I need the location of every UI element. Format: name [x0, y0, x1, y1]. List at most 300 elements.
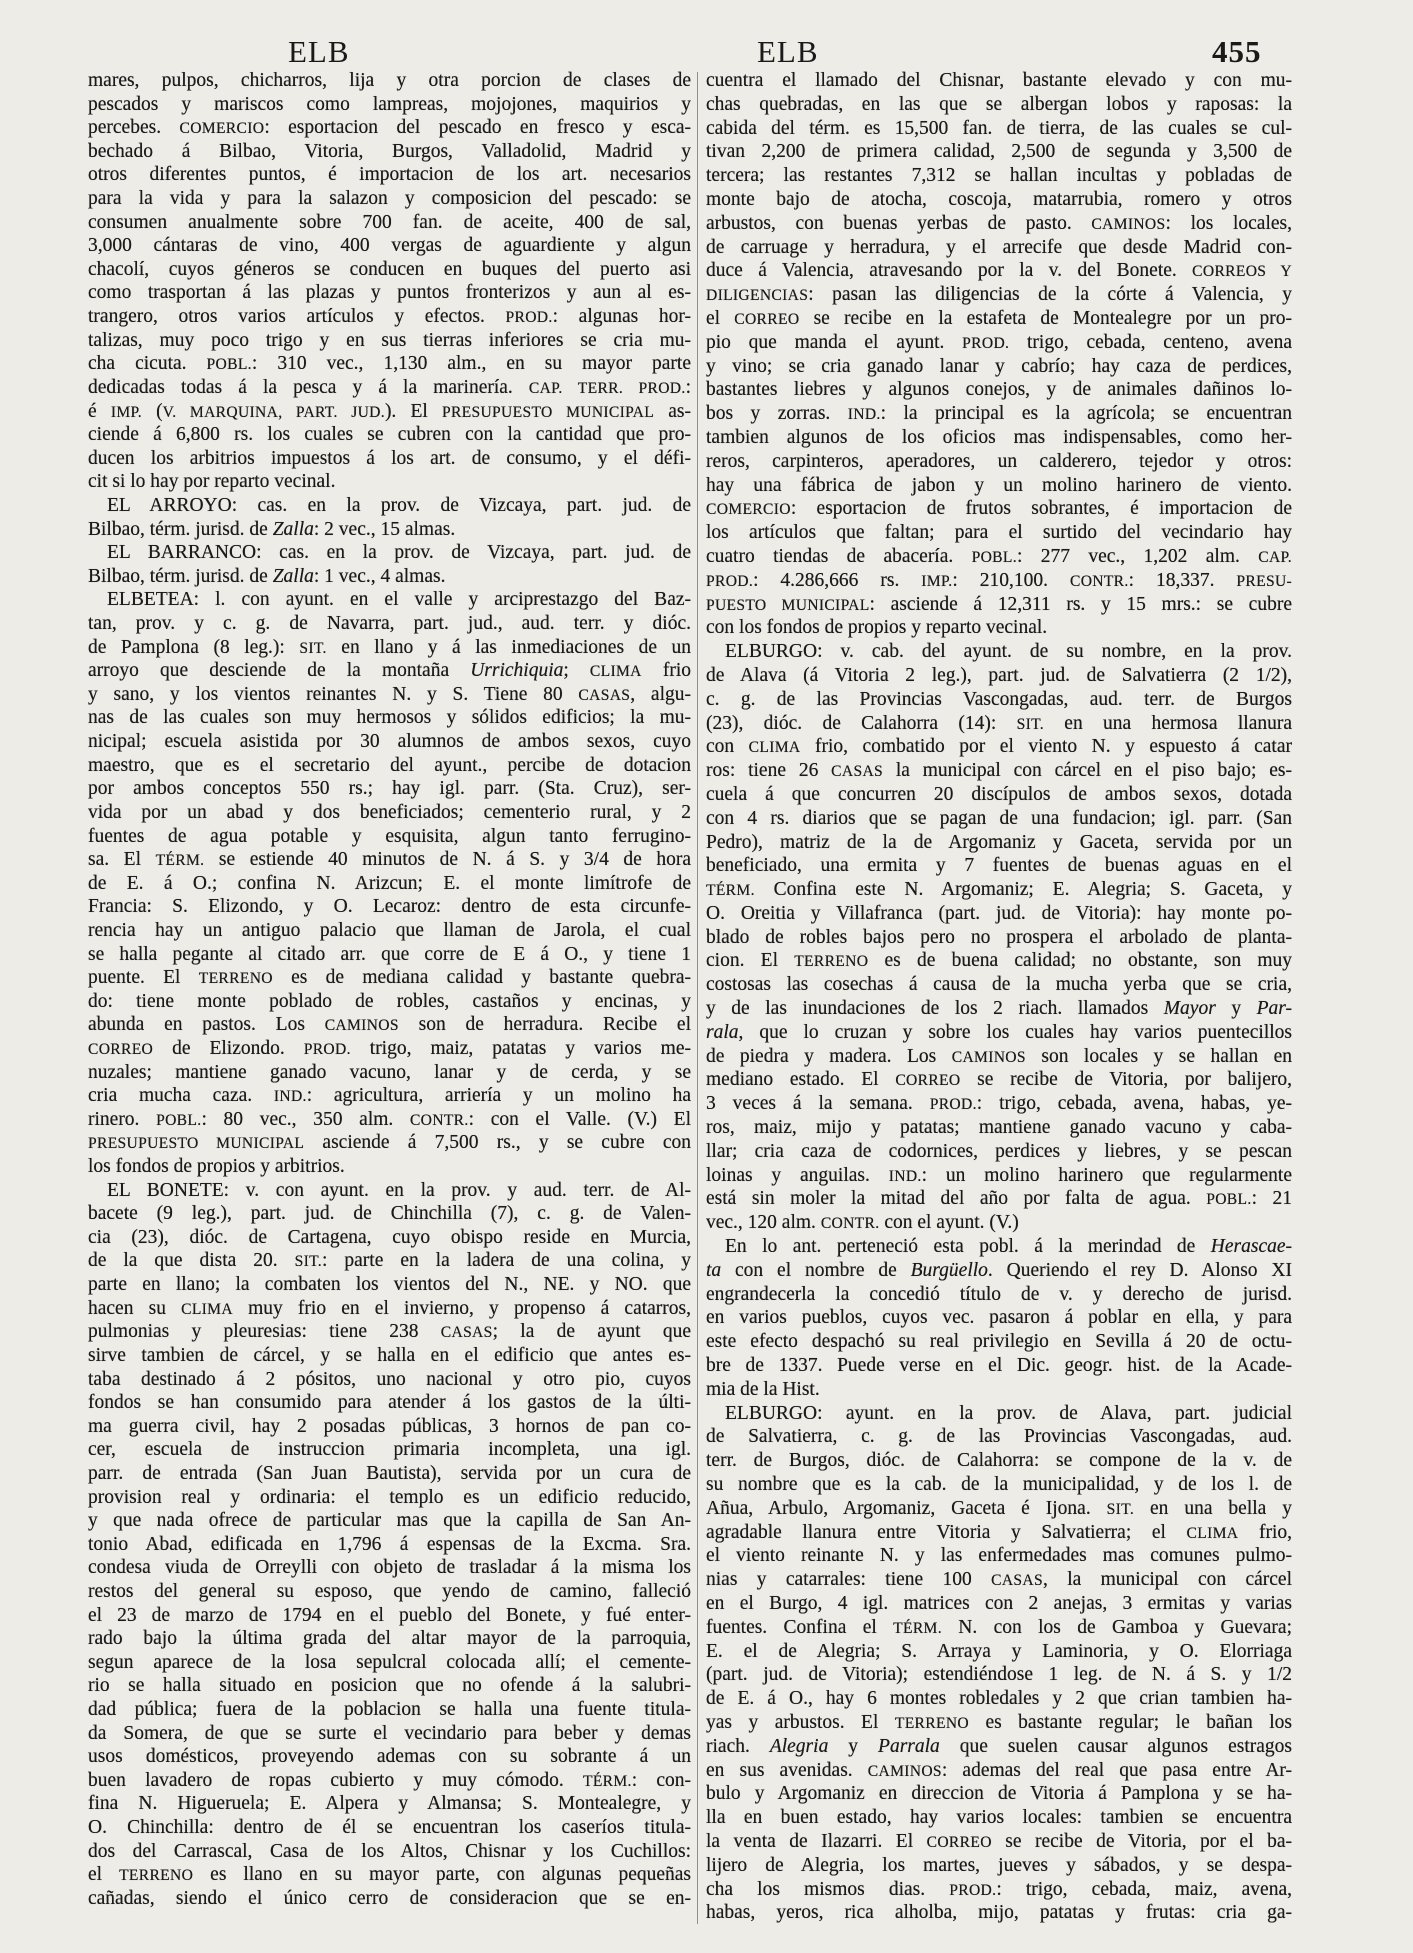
- text-run: la municipal con cárcel en el piso bajo; es-: [883, 760, 1292, 782]
- text-run: : 18,337.: [1128, 569, 1237, 591]
- text-line: [88, 1320, 691, 1344]
- entry-paragraph: [88, 1179, 691, 1911]
- text-line: [88, 1722, 691, 1746]
- italic-run: Mayor: [1163, 998, 1216, 1020]
- text-run: chacolí, cuyos géneros se conducen en buques del puerto asi: [88, 258, 691, 280]
- text-run: cria mucha caza.: [88, 1085, 274, 1107]
- text-line: [88, 1674, 691, 1698]
- text-run: duce á Valencia, atravesando por la v. del Bonete.: [706, 260, 1193, 282]
- text-run: : 80 vec., 350 alm.: [201, 1108, 410, 1130]
- text-line: [706, 450, 1292, 474]
- text-line: [706, 1544, 1292, 1568]
- text-run: son locales y se hallan en: [1025, 1045, 1292, 1067]
- text-run: como trasportan á las plazas y puntos fronterizos y aun al es-: [88, 282, 691, 304]
- small-caps-run: SIT.: [294, 1253, 323, 1271]
- entry-paragraph: [88, 588, 691, 1178]
- text-run: sirve tambien de cárcel, y se halla en el edificio que antes es-: [88, 1344, 691, 1366]
- text-run: : 2 vec., 15 almas.: [313, 518, 456, 540]
- text-line: [706, 1306, 1292, 1330]
- text-run: cabida del térm. es 15,500 fan. de tierra, de las cuales se cul-: [706, 117, 1292, 139]
- text-run: Francia: S. Elizondo, y O. Lecaroz: dentro de esta circunfe-: [88, 896, 691, 918]
- text-run: provision real y ordinaria: el templo es un edificio reducido,: [88, 1486, 691, 1508]
- text-run: EL ARROYO: cas. en la prov. de Vizcaya, part. jud. de: [107, 494, 691, 516]
- text-run: mares, pulpos, chicharros, lija y otra porcion de clases de: [88, 70, 691, 91]
- small-caps-run: CAMINOS: [324, 1017, 399, 1035]
- text-line: [706, 1901, 1292, 1925]
- text-run: hacen su: [88, 1297, 182, 1319]
- text-run: frio,: [1238, 1521, 1292, 1543]
- text-run: Pedro), matriz de la de Argomaniz y Gaceta, servida por un: [706, 831, 1292, 853]
- text-line: [706, 331, 1292, 355]
- text-run: en sus avenidas.: [706, 1759, 868, 1781]
- italic-run: Zalla: [272, 565, 314, 587]
- text-line: [706, 1663, 1292, 1687]
- text-run: : asciende á 12,311 rs. y 15 mrs.: se cubre: [869, 593, 1292, 615]
- text-line: [706, 1640, 1292, 1664]
- text-run: buen lavadero de ropas cubierto y muy cómodo.: [88, 1769, 583, 1791]
- text-run: en llano y á las inmediaciones de un: [326, 636, 691, 658]
- text-run: por ambos conceptos 550 rs.; hay igl. parr. (Sta. Cruz), ser-: [88, 778, 691, 800]
- text-line: [706, 212, 1292, 236]
- text-line: [706, 1759, 1292, 1783]
- text-run: cuatro tiendas de abacería.: [706, 545, 972, 567]
- text-line: [88, 352, 691, 376]
- text-run: fuentes de agua potable y esquisita, algun tanto ferrugino-: [88, 825, 691, 847]
- text-run: lijero de Alegria, los martes, jueves y sábados, y se despa-: [706, 1854, 1292, 1876]
- text-run: parr. de entrada (San Juan Bautista), servida por un cura de: [88, 1462, 691, 1484]
- text-line: [706, 1425, 1292, 1449]
- text-line: [706, 640, 1292, 664]
- text-run: pescados y mariscos como lampreas, mojojones, maquirios y: [88, 93, 691, 115]
- text-run: : agricultura, arriería y un molino ha: [306, 1085, 691, 1107]
- small-caps-run: COMERCIO: [706, 501, 791, 519]
- text-run: hay una fábrica de jabon y un molino harinero de viento.: [706, 474, 1292, 496]
- text-run: y vino; se cria ganado lanar y cabrío; hay caza de perdices,: [706, 355, 1292, 377]
- small-caps-run: IMP.: [921, 572, 953, 590]
- text-run: ros: tiene 26: [706, 760, 832, 782]
- text-run: beneficiado, una ermita y 7 fuentes de buenas aguas en el: [706, 855, 1292, 877]
- text-line: [88, 470, 691, 494]
- text-run: en varios pueblos, cuyos vec. pasaron á poblar en ella, y para: [706, 1307, 1292, 1329]
- text-run: de carruage y herradura, y el arrecife que desde Madrid con-: [706, 236, 1292, 258]
- text-run: nias y catarrales: tiene 100: [706, 1569, 992, 1591]
- text-line: [706, 807, 1292, 831]
- text-run: : un molino harinero que regularmente: [921, 1164, 1292, 1186]
- text-run: : 21: [1251, 1188, 1292, 1210]
- text-line: [706, 378, 1292, 402]
- text-run: y que nada ofrece de particular mas que la capilla de San An-: [88, 1510, 691, 1532]
- small-caps-run: SIT.: [299, 639, 327, 657]
- text-run: bechado á Bilbao, Vitoria, Burgos, Valladolid, Madrid y: [88, 140, 691, 162]
- text-line: [88, 1438, 691, 1462]
- small-caps-run: CONTR.: [1069, 572, 1129, 590]
- small-caps-run: TÉRM.: [155, 852, 205, 870]
- text-line: [88, 1391, 691, 1415]
- small-caps-run: CLIMA: [589, 663, 642, 681]
- text-run: , que lo cruzan y sobre los cuales hay varios puentecillos: [738, 1021, 1292, 1043]
- italic-run: Urrichiquia: [470, 660, 564, 682]
- text-line: [88, 1887, 691, 1911]
- text-run: : los locales,: [1165, 212, 1292, 234]
- text-run: E. el de Alegria; S. Arraya y Laminoria, y O. Elorriaga: [706, 1640, 1292, 1662]
- text-line: [706, 902, 1292, 926]
- text-run: mediano estado. El: [706, 1069, 896, 1091]
- small-caps-run: CLIMA: [181, 1300, 233, 1318]
- text-line: [706, 355, 1292, 379]
- text-run: cia (23), dióc. de Cartagena, cuyo obispo reside en Murcia,: [88, 1226, 691, 1248]
- text-run: : 210,100.: [952, 569, 1070, 591]
- entry-paragraph: [88, 494, 691, 541]
- small-caps-run: CORREOS Y: [1192, 263, 1292, 281]
- text-run: blado de robles bajos pero no prospera el arbolado de planta-: [706, 926, 1292, 948]
- text-line: [88, 1415, 691, 1439]
- text-line: [706, 593, 1292, 617]
- small-caps-run: CAMINOS: [867, 1762, 942, 1780]
- text-line: [88, 777, 691, 801]
- text-run: EL BONETE: v. con ayunt. en la prov. y aud. terr. de Al-: [107, 1179, 691, 1201]
- text-run: con el nombre de: [721, 1259, 911, 1281]
- text-line: [88, 754, 691, 778]
- text-line: [88, 895, 691, 919]
- text-line: [706, 140, 1292, 164]
- text-line: [706, 1187, 1292, 1211]
- text-run: do: tiene monte poblado de robles, castaños y encinas, y: [88, 990, 691, 1012]
- text-line: [706, 616, 1292, 640]
- text-line: [706, 997, 1292, 1021]
- text-run: Bilbao, térm. jurisd. de: [88, 518, 273, 540]
- text-line: [706, 664, 1292, 688]
- text-line: [88, 872, 691, 896]
- text-run: (23), dióc. de Calahorra (14):: [706, 712, 1017, 734]
- text-run: está sin moler la mitad del año por falta de agua.: [706, 1188, 1207, 1210]
- page-number: 455: [1212, 34, 1262, 69]
- text-line: [88, 211, 691, 235]
- text-run: loinas y anguilas.: [706, 1164, 889, 1186]
- text-run: rio se halla situado en posicion que no ofende á la salubri-: [88, 1675, 691, 1697]
- text-line: [706, 1330, 1292, 1354]
- small-caps-run: TÉRM.: [582, 1772, 632, 1790]
- text-line: [706, 1687, 1292, 1711]
- text-run: vec., 120 alm.: [706, 1212, 821, 1234]
- text-run: el: [706, 307, 735, 329]
- text-line: [88, 93, 691, 117]
- text-line: [706, 1806, 1292, 1830]
- text-run: : pasan las diligencias de la córte á Valencia, y: [808, 284, 1292, 306]
- text-line: [706, 1211, 1292, 1235]
- text-run: se estiende 40 minutos de N. á S. y 3/4 de hora: [204, 849, 691, 871]
- text-line: [88, 943, 691, 967]
- italic-run: Zalla: [272, 518, 314, 540]
- text-run: En lo ant. perteneció esta pobl. á la merindad de: [725, 1236, 1211, 1258]
- text-line: [88, 400, 691, 424]
- text-run: talizas, muy poco trigo y en sus tierras inferiores se cria mu-: [88, 329, 691, 351]
- text-run: yas y arbustos. El: [706, 1711, 895, 1733]
- text-run: este efecto despachó su real privilegio en Sevilla á 20 de octu-: [706, 1331, 1292, 1353]
- text-run: : esportacion de frutos sobrantes, é importacion de: [790, 498, 1292, 520]
- text-run: cit si lo hay por reparto vecinal.: [88, 471, 336, 493]
- small-caps-run: IMP.: [110, 403, 142, 421]
- text-line: [88, 1131, 691, 1155]
- small-caps-run: TERRENO: [794, 953, 869, 971]
- text-line: [88, 1863, 691, 1887]
- text-line: [88, 565, 691, 589]
- text-line: [706, 93, 1292, 117]
- text-run: con 4 rs. diarios que se pagan de una fundacion; igl. parr. (San: [706, 807, 1292, 829]
- text-line: [88, 1462, 691, 1486]
- text-run: dedicadas todas á la pesca y á la marinería.: [88, 376, 529, 398]
- text-run: c. g. de las Provincias Vascongadas, aud. terr. de Burgos: [706, 688, 1292, 710]
- text-line: [88, 1651, 691, 1675]
- small-caps-run: IND.: [888, 1167, 922, 1185]
- text-line: [88, 163, 691, 187]
- text-run: rencia hay un antiguo palacio que llaman de Jarola, el cual: [88, 919, 691, 941]
- text-line: [706, 1568, 1292, 1592]
- text-line: [88, 447, 691, 471]
- text-run: monte bajo de atocha, coscoja, matarrubia, romero y otros: [706, 188, 1292, 210]
- text-line: [88, 1769, 691, 1793]
- text-run: tan, prov. y c. g. de Navarra, part. jud., aud. terr. y dióc.: [88, 613, 691, 635]
- text-run: nicipal; escuela asistida por 30 alumnos de ambos sexos, cuyo: [88, 731, 691, 753]
- text-run: tivan 2,200 de primera calidad, 2,500 de segunda y 3,500 de: [706, 141, 1292, 163]
- text-line: [706, 783, 1292, 807]
- small-caps-run: CASAS: [578, 686, 631, 704]
- italic-run: Burgüello: [910, 1259, 988, 1281]
- text-line: [706, 69, 1292, 93]
- text-line: [706, 1116, 1292, 1140]
- text-run: habas, yeros, rica alholba, mijo, patatas y frutas: cria ga-: [706, 1902, 1292, 1924]
- text-line: [706, 1021, 1292, 1045]
- small-caps-run: CONTR.: [820, 1215, 880, 1233]
- text-line: [706, 949, 1292, 973]
- entry-paragraph: [706, 640, 1292, 1235]
- text-line: [706, 831, 1292, 855]
- small-caps-run: CAP. TERR. PROD.: [528, 379, 686, 397]
- small-caps-run: CASAS: [831, 763, 884, 781]
- text-run: Añua, Arbulo, Argomaniz, Gaceta é Ijona.: [706, 1497, 1107, 1519]
- text-run: la venta de Ilazarri. El: [706, 1830, 927, 1852]
- text-run: muy frio en el invierno, y propenso á catarros,: [232, 1297, 691, 1319]
- italic-run: Parrala: [878, 1735, 940, 1757]
- text-line: [706, 973, 1292, 997]
- text-run: trigo, cebada, centeno, avena: [1009, 331, 1292, 353]
- text-line: [88, 1249, 691, 1273]
- text-line: [706, 117, 1292, 141]
- small-caps-run: PRESUPUESTO MUNICIPAL: [441, 403, 655, 421]
- text-run: cion. El: [706, 950, 795, 972]
- text-line: [706, 521, 1292, 545]
- text-line: [88, 518, 691, 542]
- text-run: 3 veces á la semana.: [706, 1093, 930, 1115]
- text-run: es bastante regular; le bañan los: [968, 1711, 1292, 1733]
- text-line: [706, 283, 1292, 307]
- italic-run: Par-: [1256, 998, 1292, 1020]
- text-line: [706, 854, 1292, 878]
- text-run: parte en llano; la combaten los vientos del N., NE. y NO. que: [88, 1274, 691, 1296]
- text-run: es de buena calidad; no obstante, son muy: [868, 950, 1292, 972]
- text-line: [706, 236, 1292, 260]
- text-run: pio que manda el ayunt.: [706, 331, 963, 353]
- text-run: ELBURGO: v. cab. del ayunt. de su nombre, en la prov.: [725, 641, 1292, 663]
- text-line: [706, 402, 1292, 426]
- text-run: de Pamplona (8 leg.):: [88, 636, 300, 658]
- text-run: bastantes liebres y algunos conejos, y de animales dañinos lo-: [706, 379, 1292, 401]
- text-line: [706, 1045, 1292, 1069]
- small-caps-run: CLIMA: [1186, 1524, 1239, 1542]
- text-column-right: [706, 69, 1292, 1925]
- text-run: : algunas hor-: [552, 306, 691, 328]
- text-run: pulmonias y pleuresias: tiene 238: [88, 1321, 441, 1343]
- small-caps-run: CORREO: [895, 1072, 961, 1090]
- text-run: taba destinado á 2 pósitos, uno nacional y otro pio, cuyos: [88, 1368, 691, 1390]
- text-line: [88, 140, 691, 164]
- text-run: vida por un abad y dos beneficiados; cementerio rural, y 2: [88, 801, 691, 823]
- text-line: [706, 1473, 1292, 1497]
- text-run: en el Burgo, 4 igl. matrices con 2 anejas, 3 ermitas y varias: [706, 1593, 1292, 1614]
- text-line: [706, 1164, 1292, 1188]
- text-line: [88, 825, 691, 849]
- text-line: [706, 474, 1292, 498]
- text-line: [706, 1616, 1292, 1640]
- small-caps-run: PROD.: [505, 309, 553, 327]
- entry-paragraph: [88, 541, 691, 588]
- text-line: [706, 1259, 1292, 1283]
- entry-paragraph: [706, 1235, 1292, 1402]
- text-run: es llano en su mayor parte, con algunas pequeñas: [193, 1864, 691, 1886]
- text-run: trangero, otros varios artículos y efectos.: [88, 306, 506, 328]
- text-run: costosas las cosechas á causa de la mucha yerba que se cria,: [706, 974, 1292, 996]
- running-head-left: ELB: [288, 34, 350, 69]
- text-run: da Somera, de que se surte el vecindario para beber y demas: [88, 1722, 691, 1744]
- text-run: ;: [563, 660, 590, 682]
- text-run: puente. El: [88, 967, 199, 989]
- text-run: de Elizondo.: [153, 1037, 304, 1059]
- text-run: que suelen causar algunos estragos: [939, 1735, 1292, 1757]
- text-run: se recibe de Vitoria, por balijero,: [960, 1069, 1292, 1091]
- text-line: [88, 541, 691, 565]
- text-run: N. con los de Gamboa y Guevara;: [941, 1616, 1292, 1638]
- text-line: [88, 1580, 691, 1604]
- text-run: fondos se han consumido para atender á los gastos de la últi-: [88, 1392, 691, 1414]
- text-run: frio: [641, 660, 691, 682]
- text-run: agradable llanura entre Vitoria y Salvatierra; el: [706, 1521, 1187, 1543]
- text-run: O. Oreitia y Villafranca (part. jud. de Vitoria): hay monte po-: [706, 902, 1292, 924]
- text-run: maestro, que es el secretario del ayunt., percibe de dotacion: [88, 754, 691, 776]
- entry-paragraph: [706, 69, 1292, 640]
- small-caps-run: IND.: [847, 406, 881, 424]
- text-run: 3,000 cántaras de vino, 400 vergas de aguardiente y algun: [88, 235, 691, 257]
- small-caps-run: CASAS: [440, 1324, 493, 1342]
- small-caps-run: CORREO: [734, 310, 800, 328]
- text-run: se recibe en la estafeta de Montealegre por un pro-: [799, 307, 1292, 329]
- text-line: [706, 688, 1292, 712]
- text-line: [88, 706, 691, 730]
- text-line: [88, 1840, 691, 1864]
- text-line: [706, 307, 1292, 331]
- text-line: [88, 1013, 691, 1037]
- text-line: [706, 1711, 1292, 1735]
- small-caps-run: DILIGENCIAS: [706, 287, 809, 305]
- small-caps-run: TÉRM.: [706, 882, 755, 900]
- small-caps-run: POBL.: [156, 1111, 202, 1129]
- text-run: : la principal es la agrícola; se encuentran: [880, 403, 1292, 425]
- text-line: [88, 234, 691, 258]
- text-line: [706, 926, 1292, 950]
- text-run: de E. á O., hay 6 montes robledales y 2 que crian tambien ha-: [706, 1688, 1292, 1710]
- text-run: fina N. Higueruela; E. Alpera y Almansa; S. Montealegre, y: [88, 1793, 691, 1815]
- text-run: abunda en pastos. Los: [88, 1014, 325, 1036]
- text-run: de E. á O.; confina N. Arizcun; E. el monte limítrofe de: [88, 872, 691, 894]
- text-line: [88, 1108, 691, 1132]
- text-run: tonio Abad, edificada en 1,796 á espensas de la Excma. Sra.: [88, 1533, 691, 1555]
- entry-paragraph: [706, 1402, 1292, 1926]
- text-run: , la municipal con cárcel: [1042, 1569, 1292, 1591]
- text-line: [706, 497, 1292, 521]
- text-line: [88, 1792, 691, 1816]
- text-run: y de las inundaciones de los 2 riach. llamados: [706, 998, 1164, 1020]
- italic-run: Alegria: [769, 1735, 829, 1757]
- text-line: [88, 1273, 691, 1297]
- text-line: [706, 188, 1292, 212]
- small-caps-run: SIT.: [1016, 715, 1044, 733]
- text-run: bre de 1337. Puede verse en el Dic. geogr. hist. de la Acade-: [706, 1355, 1292, 1377]
- text-line: [88, 1037, 691, 1061]
- text-line: [88, 1368, 691, 1392]
- text-run: rado bajo la última grada del altar mayor de la parroquia,: [88, 1628, 691, 1650]
- small-caps-run: POBL.: [1206, 1191, 1252, 1209]
- column-divider: [697, 72, 698, 1924]
- text-run: mia de la Hist.: [706, 1378, 820, 1400]
- small-caps-run: CORREO: [926, 1833, 992, 1851]
- text-line: [88, 69, 691, 93]
- text-run: otros diferentes puntos, é importacion de los art. necesarios: [88, 164, 691, 186]
- text-line: [706, 1735, 1292, 1759]
- text-run: ; la de ayunt que: [492, 1321, 691, 1343]
- text-run: bulo y Argomaniz en direccion de Vitoria á Pamplona y se ha-: [706, 1783, 1292, 1805]
- text-run: :: [685, 376, 691, 398]
- text-line: [88, 659, 691, 683]
- text-run: ma guerra civil, hay 2 posadas públicas, 3 hornos de pan co-: [88, 1415, 691, 1437]
- text-run: ). El: [384, 400, 442, 422]
- text-run: de piedra y madera. Los: [706, 1045, 952, 1067]
- small-caps-run: CORREO: [88, 1040, 154, 1058]
- text-run: arbustos, con buenas yerbas de pasto.: [706, 212, 1092, 234]
- text-run: as-: [654, 400, 691, 422]
- small-caps-run: CASAS: [991, 1572, 1043, 1590]
- text-line: [88, 494, 691, 518]
- text-run: Confina este N. Argomaniz; E. Alegria; S. Gaceta, y: [754, 879, 1292, 901]
- text-run: dos del Carrascal, Casa de los Altos, Chisnar y los Cuchillos:: [88, 1840, 691, 1862]
- text-line: [706, 259, 1292, 283]
- text-run: frio, combatido por el viento N. y espuesto á catar: [800, 736, 1292, 758]
- text-run: nas de las cuales son muy hermosos y sólidos edificios; la mu-: [88, 707, 691, 729]
- text-run: Bilbao, térm. jurisd. de: [88, 565, 273, 587]
- small-caps-run: TÉRM.: [893, 1619, 942, 1637]
- text-run: arroyo que desciende de la montaña: [88, 660, 471, 682]
- text-line: [88, 683, 691, 707]
- text-run: cuela á que concurren 20 discípulos de ambos sexos, dotada: [706, 783, 1292, 805]
- text-line: [706, 712, 1292, 736]
- small-caps-run: CONTR.: [409, 1111, 469, 1129]
- text-run: cuentra el llamado del Chisnar, bastante elevado y con mu-: [706, 70, 1292, 91]
- text-run: de Salvatierra, c. g. de las Provincias Vascongadas, aud.: [706, 1426, 1292, 1448]
- text-run: . Queriendo el rey D. Alonso XI: [987, 1259, 1292, 1281]
- text-run: rinero.: [88, 1108, 157, 1130]
- text-run: nuzales; mantiene ganado vacuno, lanar y de cerda, y se: [88, 1061, 691, 1083]
- text-line: [706, 1854, 1292, 1878]
- small-caps-run: PROD.: [949, 1881, 997, 1899]
- text-run: de la que dista 20.: [88, 1250, 295, 1272]
- text-run: cha cicuta.: [88, 353, 207, 375]
